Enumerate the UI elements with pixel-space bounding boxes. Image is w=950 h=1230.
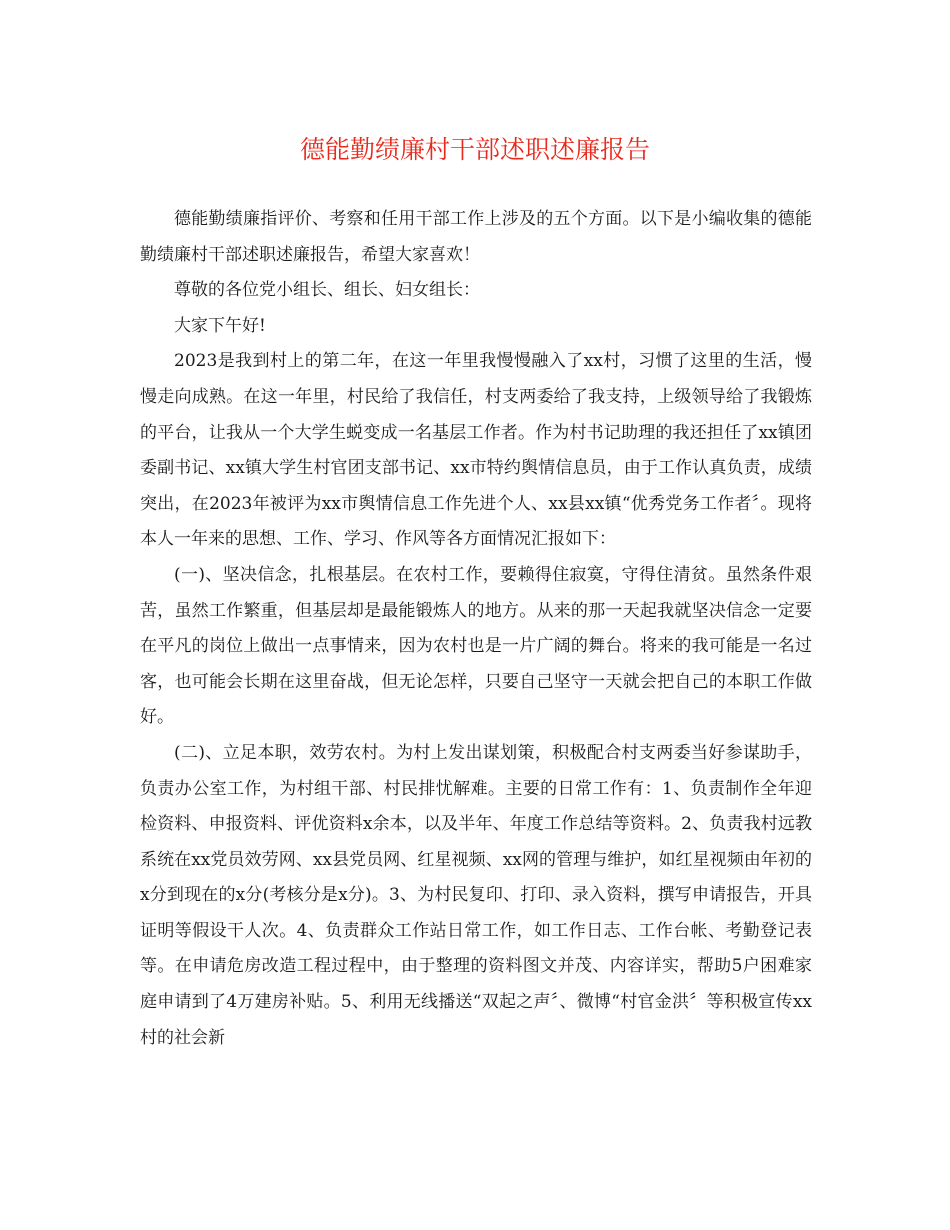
document-body — [140, 202, 812, 1056]
paragraph-salutation: 尊敬的各位党小组长、组长、妇女组长： — [174, 280, 480, 301]
document-title: 德能勤绩廉村干部述职述廉报告 — [299, 135, 650, 164]
paragraph-overview: 2023是我到村上的第二年，在这一年里我慢慢融入了xx村，习惯了这里的生活，慢慢走向成熟。在这一年里，村民给了我信任，村支两委给了我支持，上级领导给了我锻炼的平台，让我从一个大学生蜕变成一名基层工作者。作为村书记助理的我还担任了xx镇团委副书记、xx镇大学生村官团支部书记、xx市特约舆情信息员，由于工作认真负责，成绩突出，在2023年被评为xx市舆情信息工作先进个人、xx县xx镇“优秀党务工作者〞。现将本人一年来的思想、工作、学习、作风等各方面情况汇报如下： — [140, 351, 812, 550]
paragraph-greeting: 大家下午好! — [174, 315, 266, 336]
paragraph-section-1: (一)、坚决信念，扎根基层。在农村工作，要赖得住寂寞，守得住清贫。虽然条件艰苦，虽然工作繁重，但基层却是最能锻炼人的地方。从来的那一天起我就坚决信念一定要在平凡的岗位上做出一点事情来，因为农村也是一片广阔的舞台。将来的我可能是一名过客，也可能会长期在这里奋战，但无论怎样，只要自己坚守一天就会把自己的本职工作做好。 — [140, 564, 812, 728]
paragraph-intro: 德能勤绩廉指评价、考察和任用干部工作上涉及的五个方面。以下是小编收集的德能勤绩廉村干部述职述廉报告，希望大家喜欢！ — [140, 209, 812, 265]
paragraph-section-2: (二)、立足本职，效劳农村。为村上发出谋划策，积极配合村支两委当好参谋助手，负责办公室工作，为村组干部、村民排忧解难。主要的日常工作有：1、负责制作全年迎检资料、申报资料、评优资料x余本，以及半年、年度工作总结等资料。2、负责我村远教系统在xx党员效劳网、xx县党员网、红星视频、xx网的管理与维护，如红星视频由年初的x分到现在的x分(考核分是x分)。3、为村民复印、打印、录入资料，撰写申请报告，开具证明等假设干人次。4、负责群众工作站日常工作，如工作日志、工作台帐、考勤登记表等。在申请危房改造工程过程中，由于整理的资料图文并茂、内容详实，帮助5户困难家庭申请到了4万建房补贴。5、利用无线播送“双起之声〞、微博“村官金洪〞等积极宣传xx村的社会新 — [140, 742, 812, 1048]
